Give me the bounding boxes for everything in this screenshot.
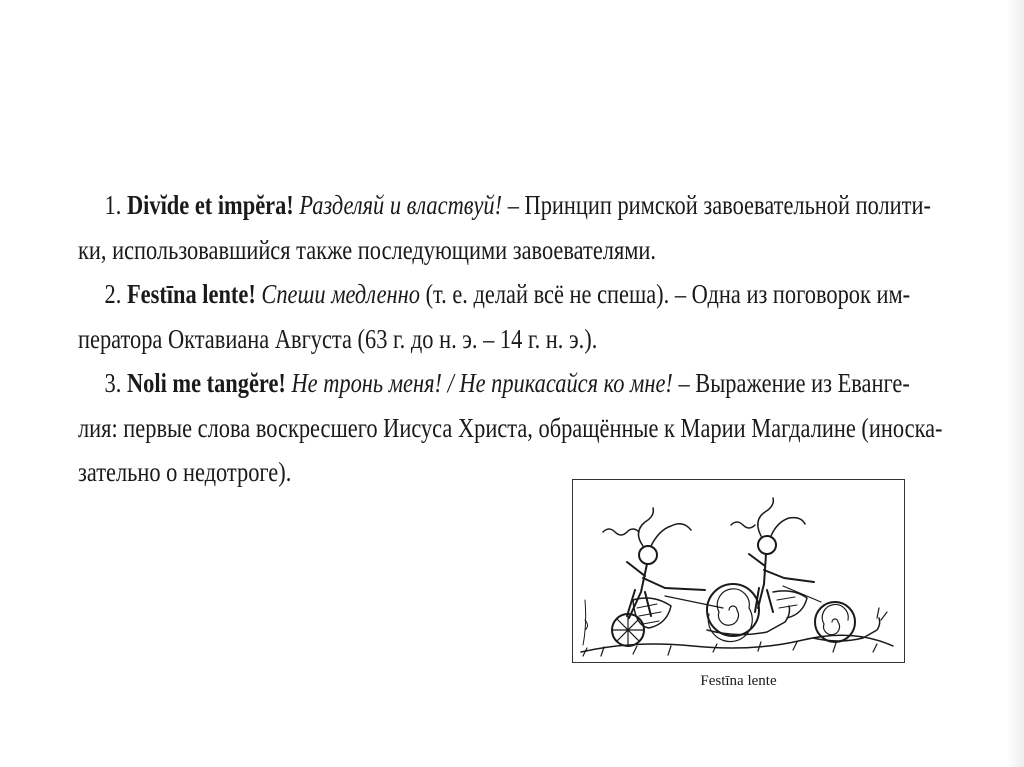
item-3-description-part3: зательно о недотроге).	[78, 457, 292, 487]
item-1-description-part1: – Принцип римской завоевательной полити-	[507, 190, 931, 220]
item-1-line-1	[78, 183, 931, 228]
item-2-latin: Festīna lente!	[126, 279, 256, 309]
item-1-number: 1.	[104, 190, 122, 220]
item-1-line-2	[78, 228, 798, 273]
item-2-line-1	[78, 272, 911, 317]
item-2-line-2	[78, 317, 798, 362]
item-1-translation: Разделяй и властвуй!	[299, 190, 503, 220]
item-3-description-part2: лия: первые слова воскресшего Иисуса Христа, обращённые к Марии Магдалине (иноска-	[78, 412, 943, 443]
item-3-number: 3.	[104, 368, 122, 398]
item-1-description-part2: ки, использовавшийся также последующими завоевателями.	[78, 234, 657, 265]
page-edge-shadow	[1006, 0, 1024, 767]
item-2-translation: Спеши медленно	[261, 279, 420, 309]
illustration-drawing	[573, 480, 903, 661]
item-3-description-part1: – Выражение из Еванге-	[678, 368, 910, 398]
item-2-description-part1: (т. е. делай всё не спеша). – Одна из поговорок им-	[425, 279, 911, 309]
item-2-description-part2: ператора Октавиана Августа (63 г. до н. э. – 14 г. н. э.).	[78, 323, 598, 354]
item-3-line-2	[78, 406, 943, 451]
item-3-translation: Не тронь меня! / Не прикасайся ко мне!	[291, 368, 673, 398]
item-3-latin: Noli me tangĕre!	[126, 368, 286, 398]
figure-caption: Festīna lente	[700, 673, 777, 689]
snail-chariots-illustration	[572, 479, 905, 663]
item-3-line-1	[78, 361, 910, 406]
item-2-number: 2.	[104, 279, 122, 309]
latin-phrases-list	[78, 183, 943, 495]
item-1-latin: Divĭde et impĕra!	[126, 190, 294, 220]
